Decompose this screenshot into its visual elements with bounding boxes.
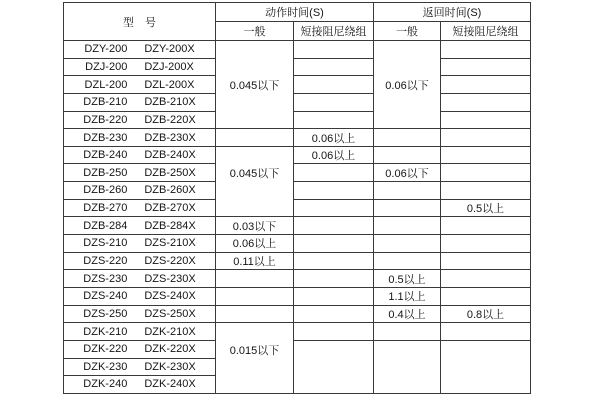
model-cell	[64, 41, 216, 59]
return-time-general-cell	[374, 129, 441, 147]
return-time-damping-cell	[441, 129, 531, 147]
model-name: DZS-210	[83, 237, 128, 250]
action-time-damping-cell	[294, 41, 374, 59]
model-cell	[64, 341, 216, 359]
model-name: DZB-260	[83, 184, 128, 197]
return-time-damping-cell: 0.5以上	[441, 200, 531, 218]
return-time-damping-cell	[441, 288, 531, 306]
header-return-damping: 短接阻尼绕组	[441, 22, 531, 41]
model-cell	[64, 235, 216, 253]
return-time-damping-cell	[441, 217, 531, 235]
model-cell	[64, 217, 216, 235]
action-time-general-cell: 0.045以下	[216, 147, 294, 218]
return-time-damping-cell	[441, 164, 531, 182]
model-cell	[64, 376, 216, 394]
model-cell	[64, 359, 216, 377]
model-cell	[64, 59, 216, 77]
action-time-damping-cell	[294, 253, 374, 271]
model-name: DZJ-200X	[144, 60, 194, 73]
model-name: DZY-200X	[144, 43, 195, 56]
action-time-general-cell	[216, 306, 294, 324]
return-time-damping-cell	[441, 41, 531, 59]
model-name: DZS-240	[83, 290, 128, 303]
action-time-damping-cell	[294, 182, 374, 200]
return-time-general-cell: 0.06以下	[374, 164, 441, 182]
action-time-damping-cell	[294, 200, 374, 218]
model-name: DZB-270X	[144, 202, 196, 215]
model-name: DZB-210	[83, 96, 128, 109]
model-name: DZB-210X	[144, 96, 196, 109]
model-cell	[64, 182, 216, 200]
model-name: DZL-200	[84, 78, 128, 91]
return-time-general-cell	[374, 217, 441, 235]
return-time-general-cell	[374, 253, 441, 271]
return-time-damping-cell	[441, 235, 531, 253]
model-cell	[64, 147, 216, 165]
action-time-general-cell	[216, 270, 294, 288]
model-name: DZK-210X	[144, 325, 196, 338]
action-time-damping-cell	[294, 94, 374, 112]
return-time-damping-cell	[441, 270, 531, 288]
header-action-time: 动作时间(S)	[216, 3, 374, 22]
action-time-damping-cell	[294, 217, 374, 235]
return-time-general-cell: 0.4以上	[374, 306, 441, 324]
model-name: DZK-230X	[144, 360, 196, 373]
return-time-damping-cell	[441, 147, 531, 165]
model-name: DZS-230	[83, 272, 128, 285]
model-name: DZS-240X	[144, 290, 196, 303]
model-cell	[64, 306, 216, 324]
model-cell	[64, 288, 216, 306]
return-time-damping-cell	[441, 94, 531, 112]
model-name: DZK-220	[83, 343, 128, 356]
model-name: DZY-200	[84, 43, 128, 56]
model-name: DZS-210X	[144, 237, 196, 250]
action-time-general-cell: 0.06以上	[216, 235, 294, 253]
return-time-general-cell	[374, 200, 441, 218]
return-time-general-cell	[374, 235, 441, 253]
model-name: DZS-220X	[144, 255, 196, 267]
action-time-damping-cell	[294, 323, 374, 341]
return-time-damping-cell	[441, 182, 531, 200]
return-time-general-cell	[374, 341, 441, 394]
action-time-damping-cell	[294, 235, 374, 253]
model-name: DZB-284	[83, 219, 128, 232]
return-time-general-cell	[374, 323, 441, 341]
action-time-damping-cell: 0.06以上	[294, 147, 374, 165]
action-time-general-cell: 0.045以下	[216, 41, 294, 129]
return-time-damping-cell	[441, 76, 531, 94]
return-time-damping-cell	[441, 59, 531, 77]
model-name: DZB-230X	[144, 131, 196, 144]
model-name: DZK-210	[83, 325, 128, 338]
action-time-general-cell: 0.03以下	[216, 217, 294, 235]
model-name: DZS-250X	[144, 307, 196, 320]
action-time-damping-cell	[294, 341, 374, 394]
model-name: DZB-220X	[144, 113, 196, 126]
model-name: DZK-240	[83, 378, 128, 391]
model-name: DZB-230	[83, 131, 128, 144]
action-time-general-cell: 0.015以下	[216, 323, 294, 394]
model-name: DZK-230	[83, 360, 128, 373]
spec-table	[63, 2, 531, 394]
model-name: DZB-250X	[144, 166, 196, 179]
return-time-general-cell: 1.1以上	[374, 288, 441, 306]
model-name: DZS-250	[83, 307, 128, 320]
action-time-damping-cell	[294, 164, 374, 182]
model-cell	[64, 112, 216, 130]
model-cell	[64, 76, 216, 94]
model-cell	[64, 270, 216, 288]
model-name: DZB-260X	[144, 184, 196, 197]
model-name: DZB-270	[83, 202, 128, 215]
model-name: DZB-240	[83, 149, 128, 162]
model-name: DZS-230X	[144, 272, 196, 285]
model-name: DZL-200X	[144, 78, 195, 91]
model-cell	[64, 323, 216, 341]
action-time-damping-cell	[294, 59, 374, 77]
model-name: DZS-220	[83, 255, 128, 267]
model-cell	[64, 200, 216, 218]
model-name: DZB-250	[83, 166, 128, 179]
action-time-damping-cell	[294, 76, 374, 94]
model-name: DZB-284X	[144, 219, 196, 232]
return-time-damping-cell: 0.8以上	[441, 306, 531, 324]
model-name: DZB-220	[83, 113, 128, 126]
return-time-damping-cell	[441, 341, 531, 394]
action-time-general-cell	[216, 129, 294, 147]
return-time-damping-cell	[441, 323, 531, 341]
model-cell	[64, 164, 216, 182]
model-cell	[64, 129, 216, 147]
header-return-general: 一般	[374, 22, 441, 41]
model-name: DZK-240X	[144, 378, 196, 391]
header-return-time: 返回时间(S)	[374, 3, 531, 22]
action-time-damping-cell	[294, 288, 374, 306]
action-time-general-cell	[216, 288, 294, 306]
return-time-damping-cell	[441, 112, 531, 130]
model-cell	[64, 94, 216, 112]
return-time-general-cell	[374, 182, 441, 200]
header-action-general: 一般	[216, 22, 294, 41]
header-action-damping: 短接阻尼绕组	[294, 22, 374, 41]
model-name: DZJ-200	[85, 60, 128, 73]
model-name: DZB-240X	[144, 149, 196, 162]
model-cell	[64, 253, 216, 271]
header-model: 型 号	[64, 3, 216, 41]
return-time-general-cell: 0.06以下	[374, 41, 441, 129]
action-time-damping-cell	[294, 306, 374, 324]
model-name: DZK-220X	[144, 343, 196, 356]
action-time-damping-cell: 0.06以上	[294, 129, 374, 147]
action-time-damping-cell	[294, 270, 374, 288]
action-time-general-cell: 0.11以上	[216, 253, 294, 271]
return-time-damping-cell	[441, 253, 531, 271]
return-time-general-cell: 0.5以上	[374, 270, 441, 288]
return-time-general-cell	[374, 147, 441, 165]
action-time-damping-cell	[294, 112, 374, 130]
